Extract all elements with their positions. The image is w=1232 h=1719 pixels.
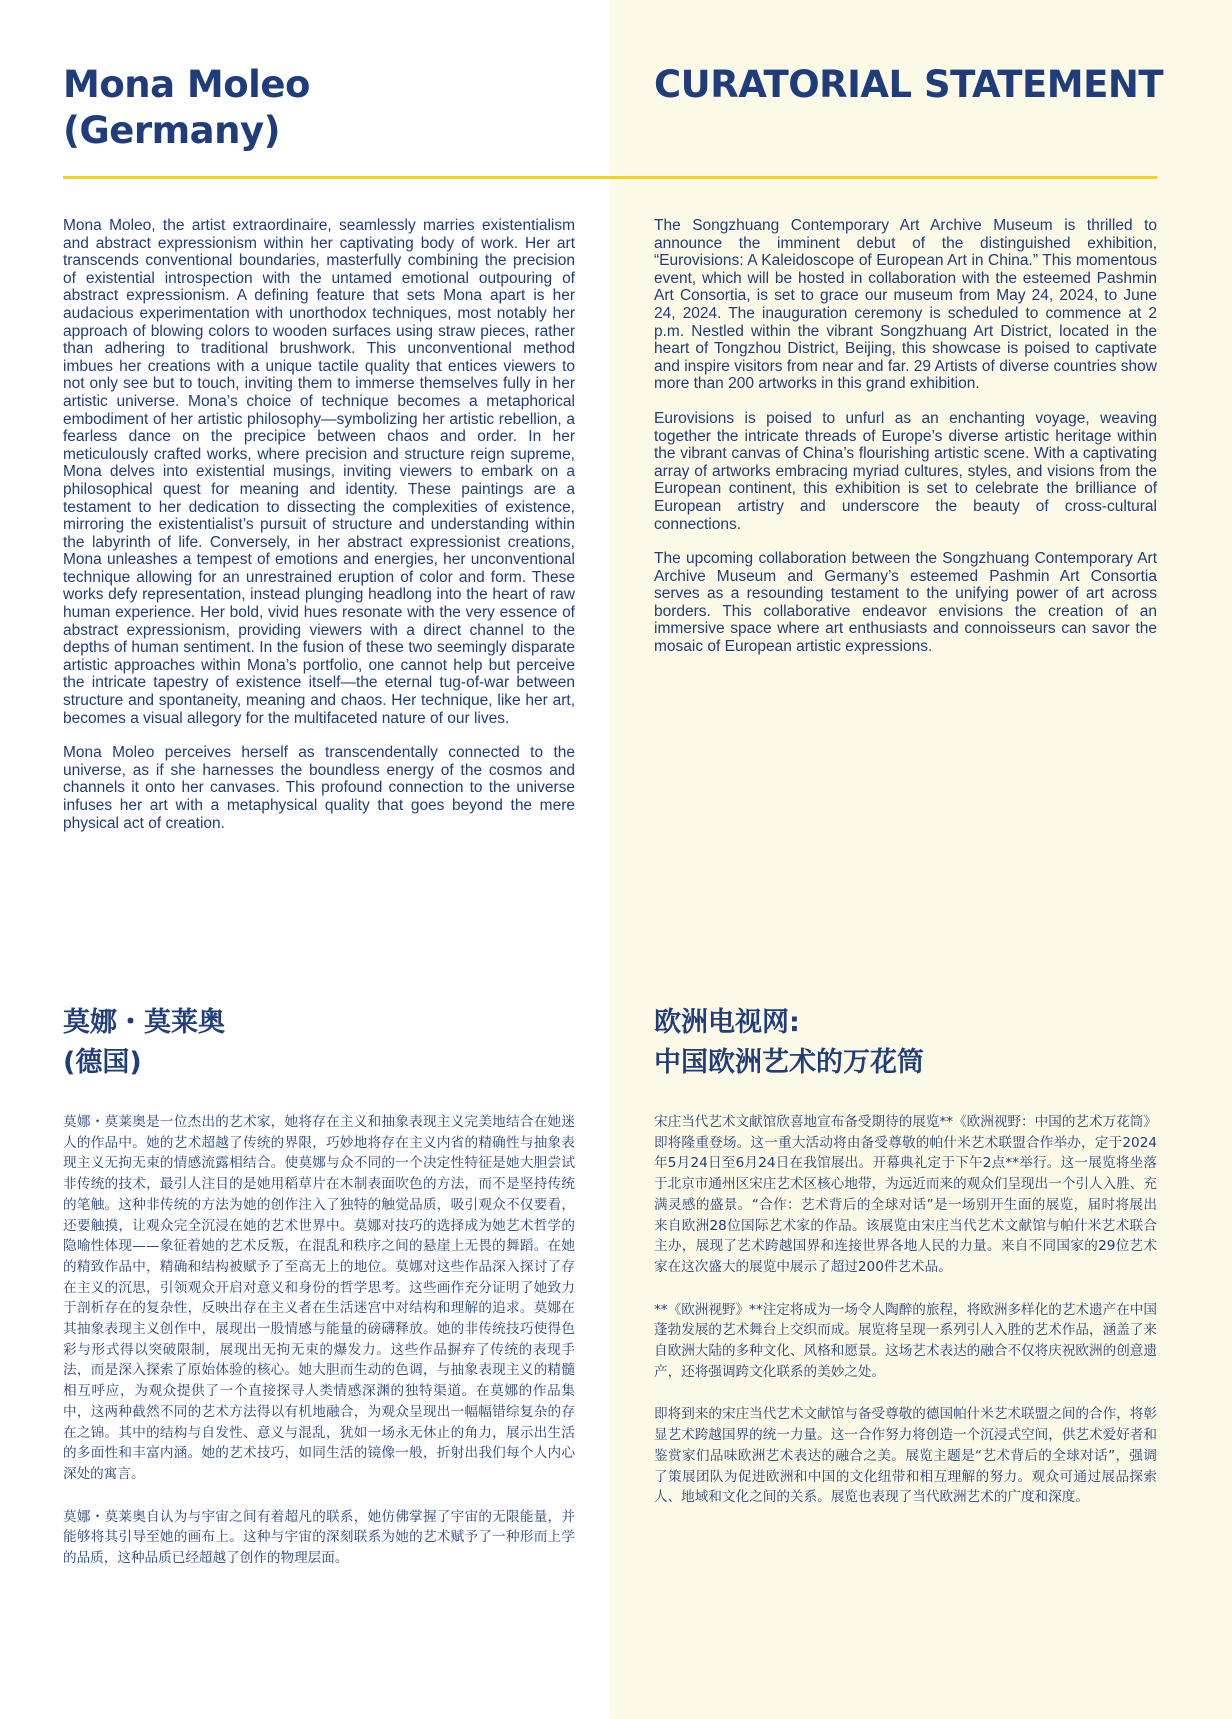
- artist-country-chinese: (德国): [63, 1047, 142, 1078]
- curatorial-title-chinese-line1: 欧洲电视网:: [654, 1007, 800, 1038]
- artist-bio-english: [63, 217, 575, 849]
- curatorial-title-chinese: [654, 1003, 1154, 1083]
- artist-name-chinese: 莫娜・莫莱奥: [63, 1007, 225, 1038]
- bio-paragraph: Mona Moleo perceives herself as transcendentally connected to the universe, as if she harnesses the boundless energy of the cosmos and channels it onto her canvases. This profound connection to the universe infuses her art with a metaphysical quality that goes beyond the mere physical act of creation.: [63, 744, 575, 832]
- curatorial-statement-chinese: [654, 1112, 1157, 1530]
- artist-name: Mona Moleo: [63, 63, 310, 106]
- statement-paragraph: The upcoming collaboration between the Songzhuang Contemporary Art Archive Museum and Germany’s esteemed Pashmin Art Consortia serves as a resounding testament to the unifying power of art across borders. This collaborative endeavor envisions the creation of an immersive space where art enthusiasts and connoisseurs can savor the mosaic of European artistic expressions.: [654, 550, 1157, 656]
- curatorial-title-chinese-line2: 中国欧洲艺术的万花筒: [654, 1047, 924, 1078]
- curatorial-title: CURATORIAL STATEMENT: [654, 63, 1164, 106]
- statement-paragraph-chinese: 即将到来的宋庄当代艺术文献馆与备受尊敬的德国帕什米艺术联盟之间的合作，将彰显艺术跨越国界的统一力量。这一合作努力将创造一个沉浸式空间，供艺术爱好者和鉴赏家们品味欧洲艺术表达的融合之美。展览主题是“艺术背后的全球对话”，强调了策展团队为促进欧洲和中国的文化纽带和相互理解的努力。观众可通过展品探索人、地域和文化之间的关系。展览也表现了当代欧洲艺术的广度和深度。: [654, 1406, 1157, 1506]
- bio-paragraph-chinese: 莫娜・莫莱奥自认为与宇宙之间有着超凡的联系，她仿佛掌握了宇宙的无限能量，并能够将其引导至她的画布上。这种与宇宙的深刻联系为她的艺术赋予了一种形而上学的品质，这种品质已经超越了创作的物理层面。: [63, 1508, 575, 1567]
- statement-paragraph: Eurovisions is poised to unfurl as an enchanting voyage, weaving together the intricate threads of Europe’s diverse artistic heritage within the vibrant canvas of China’s flourishing artistic scene. With a captivating array of artworks embracing myriad cultures, styles, and visions from the European continent, this exhibition is set to celebrate the brilliance of European artistry and underscore the beauty of cross-cultural connections.: [654, 409, 1157, 533]
- bio-paragraph: Mona Moleo, the artist extraordinaire, seamlessly marries existentialism and abstract expressionism within her captivating body of work. Her art transcends conventional boundaries, masterfully combining the precision of existential introspection with the untamed emotional outpouring of abstract expressionism. A defining feature that sets Mona apart is her audacious experimentation with unorthodox techniques, most notably her approach of blowing colors to wooden surfaces using straw pieces, rather than adhering to traditional brushwork. This unconventional method imbues her creations with a unique tactile quality that entices viewers to not only see but to touch, inviting them to immerse themselves fully in her artistic universe. Mona’s choice of technique becomes a metaphorical embodiment of her artistic philosophy—symbolizing her artistic rebellion, a fearless dance on the precipice between chaos and order. In her meticulously crafted works, where precision and structure reign supreme, Mona delves into existential musings, inviting viewers to embark on a philosophical quest for meaning and identity. These paintings are a testament to her dedication to dissecting the complexities of existence, mirroring the existentialist’s pursuit of structure and understanding within the labyrinth of life. Conversely, in her abstract expressionist creations, Mona unleashes a tempest of emotions and energies, her unconventional technique allowing for an unrestrained eruption of color and form. These works defy representation, instead plunging headlong into the heart of raw human experience. Her bold, vivid hues resonate with the very essence of abstract expressionism, providing viewers with a direct channel to the depths of human sentiment. In the fusion of these two seemingly disparate artistic approaches within Mona’s portfolio, one cannot help but perceive the intricate tapestry of existence itself—the eternal tug-of-war between structure and spontaneity, meaning and chaos. Her technique, like her art, becomes a visual allegory for the multifaceted nature of our lives.: [63, 217, 575, 727]
- artist-bio-chinese: [63, 1112, 575, 1591]
- artist-title-chinese: [63, 1003, 563, 1083]
- bio-paragraph-chinese: 莫娜・莫莱奥是一位杰出的艺术家，她将存在主义和抽象表现主义完美地结合在她迷人的作品中。她的艺术超越了传统的界限，巧妙地将存在主义内省的精确性与抽象表现主义无拘无束的情感流露相结合。使莫娜与众不同的一个决定性特征是她大胆尝试非传统的技术，最引人注目的是她用稻草片在木制表面吹色的方法，而不是坚持传统的笔触。这种非传统的方法为她的创作注入了独特的触觉品质，吸引观众不仅要看，还要触摸，让观众完全沉浸在她的艺术世界中。莫娜对技巧的选择成为她艺术哲学的隐喻性体现——象征着她的艺术反叛，在混乱和秩序之间的悬崖上无畏的舞蹈。在她的精致作品中，精确和结构被赋予了至高无上的地位。莫娜对这些作品深入探讨了存在主义的沉思，引领观众开启对意义和身份的哲学思考。这些画作充分证明了她致力于剖析存在的复杂性，反映出存在主义者在生活迷宫中对结构和理解的追求。莫娜在其抽象表现主义创作中，展现出一股情感与能量的磅礴释放。她的非传统技巧使得色彩与形式得以突破限制，展现出无拘无束的爆发力。这些作品摒弃了传统的表现手法，而是深入探索了原始体验的核心。她大胆而生动的色调，与抽象表现主义的精髓相互呼应，为观众提供了一个直接探寻人类情感深渊的独特渠道。在莫娜的作品集中，这两种截然不同的艺术方法得以有机地融合，为观众呈现出一幅幅错综复杂的存在之锦。其中的结构与自发性、意义与混乱，犹如一场永无休止的角力，展示出生活的多面性和丰富内涵。她的艺术技巧，如同生活的镜像一般，折射出我们每个人内心深处的寓言。: [63, 1114, 575, 1482]
- artist-country: (Germany): [63, 109, 281, 152]
- artist-title: [63, 62, 583, 154]
- statement-paragraph-chinese: 宋庄当代艺术文献馆欣喜地宣布备受期待的展览**《欧洲视野：中国的艺术万花筒》即将隆重登场。这一重大活动将由备受尊敬的帕什米艺术联盟合作举办，定于2024年5月24日至6月24日在我馆展出。开幕典礼定于下午2点**举行。这一展览将坐落于北京市通州区宋庄艺术区核心地带，为远近而来的观众们呈现出一个引人入胜、充满灵感的盛景。“合作：艺术背后的全球对话”是一场别开生面的展览，届时将展出来自欧洲28位国际艺术家的作品。该展览由宋庄当代艺术文献馆与帕什米艺术联合主办，展现了艺术跨越国界和连接世界各地人民的力量。来自不同国家的29位艺术家在这次盛大的展览中展示了超过200件艺术品。: [654, 1114, 1157, 1275]
- curatorial-statement-english: [654, 217, 1157, 673]
- statement-paragraph: The Songzhuang Contemporary Art Archive Museum is thrilled to announce the imminent debut of the distinguished exhibition, “Eurovisions: A Kaleidoscope of European Art in China.” This momentous event, which will be hosted in collaboration with the esteemed Pashmin Art Consortia, is set to grace our museum from May 24, 2024, to June 24, 2024. The inauguration ceremony is scheduled to commence at 2 p.m. Nestled within the vibrant Songzhuang Art District, located in the heart of Tongzhou District, Beijing, this showcase is poised to captivate and inspire visitors from near and far. 29 Artists of diverse countries show more than 200 artworks in this grand exhibition.: [654, 217, 1157, 393]
- statement-paragraph-chinese: **《欧洲视野》**注定将成为一场令人陶醉的旅程，将欧洲多样化的艺术遗产在中国蓬勃发展的艺术舞台上交织而成。展览将呈现一系列引人入胜的艺术作品，涵盖了来自欧洲大陆的多种文化、风格和愿景。这场艺术表达的融合不仅将庆祝欧洲的创意遗产，还将强调跨文化联系的美妙之处。: [654, 1301, 1157, 1380]
- yellow-divider: [63, 176, 1157, 179]
